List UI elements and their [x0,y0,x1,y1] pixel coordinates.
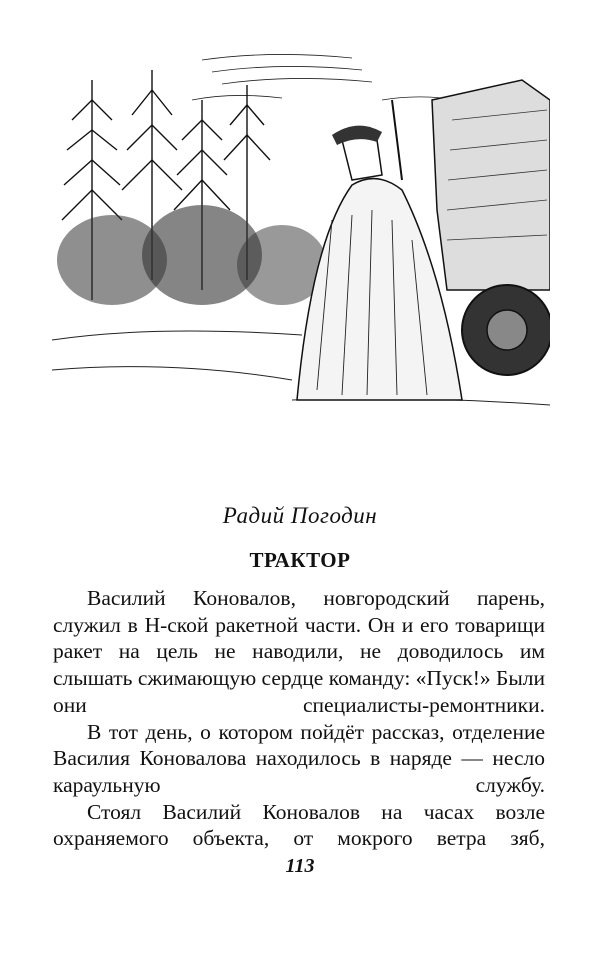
bushes [57,205,327,305]
story-title: ТРАКТОР [249,548,351,572]
paragraph: В тот день, о котором пойдёт рассказ, отделение Василия Коновалова находилось в наряде — несло караульную службу. [53,719,545,797]
story-body [53,585,545,852]
sky-hatching [192,54,442,100]
soldier-illustration [52,40,550,418]
paragraph: Стоял Василий Коновалов на часах возле охраняемого объекта, от мокрого ветра зяб, [53,799,545,851]
illustration-drawing [52,40,550,418]
page-number: 113 [285,855,315,877]
author-name: Радий Погодин [222,503,378,528]
paragraph: Василий Коновалов, новгородский парень, служил в Н-ской ракетной части. Он и его товарищи ракет на цель не наводили, не доводилось им слышать сжимающую сердце команду: «Пуск!» Были они специалисты-ремонтники. [53,586,546,717]
